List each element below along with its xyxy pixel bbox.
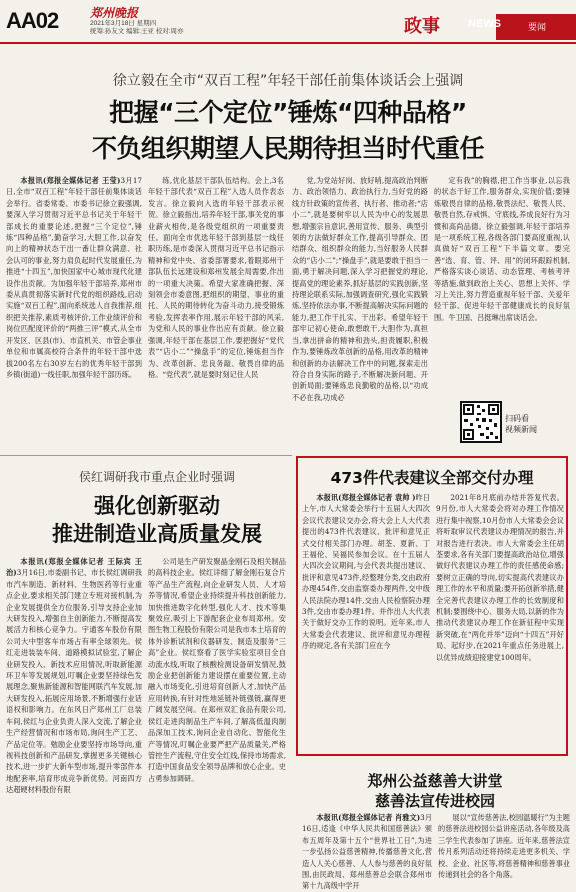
story4-col2-text: 展以“宣传慈善法,校园温暖行”为主题的慈善法进校园公益讲座活动,各年级及高三学生代表参加了讲座。近年来,慈善法宣传月系列活动还将持续走进更多机关、学校、企业、社区等,将慈善精神和慈善事业传递到社会的各个角落。 — [438, 813, 570, 880]
story1-column-4 — [434, 175, 570, 397]
story4-column-2 — [438, 812, 570, 880]
section-divider — [0, 455, 292, 456]
story1-column-1 — [6, 175, 142, 455]
story1-headline-a: 把握“三个定位”锤炼“四种品格” — [109, 98, 467, 127]
story2-col2-text: 公司是生产研发聚晶金刚石及相关制品的高科技企业。侯红详细了解金刚石复合片等产品生产流程,向企业研发人员、人才培养等情况,希望企业持续提升科技创新能力,加快推进数字化转型,强化人才、技术等集聚效应,吸引上下游配套企业布局郑州。安图生物工程股份有限公司是我市本土培育的体外诊断试剂和仪器研发、制造及服务“三高”企业。侯红察看了医学实验室项目全自动流水线,听取了核酸检测设备研发情况,鼓励企业把创新能力建设摆在重要位置,主动融入市场变化,引进培育创新人才,加快产品应用转换,有针对性地延链补链强链,赢得更广阔发展空间。在郑州双汇食品有限公司,侯红走进肉制品生产车间,了解高低温肉制品深加工技术,询问企业自动化、智能化生产等情况,叮嘱企业要严把产品质量关,严格管控生产流程,守住安全红线,保持市场需求,打造中国食品安全领导品牌和放心企业。史占勇参加调研。 — [148, 557, 286, 783]
section-subname: 要闻 — [528, 23, 547, 33]
qr-label-line-2: 视频新闻 — [505, 425, 537, 434]
story1-col3-text: 党,为党站好岗、放好哨,提高政治判断力、政治领悟力、政治执行力,当好党的路线方针政策的宣传者、执行者、推动者;“店小二”,就是要树牢以人民为中心的发展思想,增强宗旨意识,善用宣传、服务、典型引领的方法做好群众工作,提高引导群众、团结群众、组织群众的能力,当好服务人民群众的“店小二”;“操盘手”,就是要敢于担当一面,勇于解决问题,深入学习把握党的理论,提高党的理论素养,抓好基层的实践创新,坚持理论联系实际,加强调查研究,强化实践锻炼,坚持依法办事,不断提高解决实际问题的能力,把工作干扎实、干出彩。希望年轻干部牢记初心使命,敢想敢干,大胆作为,真担当,拿出拼命的精神和劲头,担责履职,积极作为,要锤炼改革创新的品格,用改革的精神和创新的办法解决工作中的问题,探索走出符合自身实际的路子,不断解决新问题、开创新局面;要锤炼忠良勤敬的品格,以“功成不必在我,功成必 — [292, 176, 428, 402]
story3-col2-text: 2021年8月底前办结并答复代表。9月份,市人大常委会将对办理工作情况进行集中视察,10月份市人大常委会会议将听取审议代表建议办理情况的报告,并对报告进行表决。市人大常委会主任胡荃要求,各有关部门要提高政治站位,增强做好代表建议办理工作的责任感使命感;要树立正确的导向,切实提高代表建议办理工作的水平和质量;要开拓创新举措,健全完善代表建议办理工作的长效制度和机制;要围绕中心、服务大局,以新的作为推动代表建议办理工作在新征程中实现新突破,在“两化并举”迈向“十四五”开好局、起好步,在2021年重点任务进展上,以优异成绩迎接建党100周年。 — [436, 493, 564, 662]
page-code: AA02 — [6, 8, 59, 33]
story1-col1-text: 3月17日,全市“双百工程”年轻干部任前集体谈话会举行。省委常委、市委书记徐立毅强调,要深入学习贯彻习近平总书记关于年轻干部成长的重要论述,把握“三个定位”,锤炼“四种品格”,勤奋学习,大胆工作,以奋发向上的精神状态干出一番让群众满意、社会认可的事业,努力肩负起时代发展重任,为推进“十四五”,加快国家中心城市现代化建设作出贡献。为加强年轻干部培养,郑州市委从真贯彻落实新时代党的组织路线,启动实施“双百工程”,面向系统选人自我推荐,组织把关推荐,素质考核评价,工作业绩评价和岗位匹配度评价的“两推三评”模式,从全市开发区、区县(市)、市直机关、市管企事业单位和市属高校符合条件的年轻干部中选拔200名左右30岁左右的优秀年轻干部到乡镇(街道)一线任职,加强年轻干部历练。 — [6, 176, 142, 379]
story4-headline-a: 郑州公益慈善大讲堂 — [367, 772, 503, 790]
story4-col1-text: 3月16日,适逢《中华人民共和国慈善法》颁布五周年及第十五个“世界社工日”,为进一步弘扬公益慈善精神,传播慈善文化,营造人人关心慈善、人人参与慈善的良好氛围,由民政局、郑州慈善总会联合郑州市第十九高级中学开 — [302, 813, 433, 891]
story2-headline-a: 强化创新驱动 — [94, 494, 220, 518]
story4-byline: 本报讯(郑报全媒体记者 肖雅文) — [316, 813, 421, 822]
story2-column-2 — [148, 556, 286, 856]
issue-info — [90, 20, 184, 36]
story1-kicker: 徐立毅在全市“双百工程”年轻干部任前集体谈话会上强调 — [112, 73, 464, 89]
masthead — [0, 0, 576, 46]
story3-byline: 本报讯(郑报全媒体记者 袁帅 ) — [316, 493, 416, 502]
story1-col4-text: 定有我”的胸襟,把工作当事业,以忘我的状态干好工作,服务群众,实现价值;要锤炼敬畏自律的品格,敬畏法纪、敬畏人民、敬畏自然,存戒惧、守底线,养成良好行为习惯和高尚品德。徐立毅强调,年轻干部培养是一项系统工程,各级各部门要高度重视,认真做好“双百工程”下半篇文章。要完善“选、育、管、评、用”的闭环跟踪机制,严格落实谈心谈话、动态管理、考核考评等措施,做到政治上关心、思想上关怀、学习上关注,努力营造重视年轻干部、关爱年轻干部、促进年轻干部健康成长的良好氛围。牛卫国、吕挺琳出席谈话会。 — [434, 176, 570, 322]
story2-headline-b: 推进制造业高质量发展 — [52, 522, 262, 546]
story3-col1-text: 昨日上午,市人大常委会举行十五届人大四次会议代表建议交办会,将大会上人大代表提出的473件代表建议、批评和意见正式交付相关部门办理。胡荃、夏新、丁王福伦、吴福民参加会议。在十五届人大四次会议期间,与会代表共提出建议、批评和意见473件,经整理分类,交由政府办理454件,交由监察委办理两件,交中级人民法院办理14件,交由人民检察院办理3件,交由市委办理1件。并作出人大代表关于做好交办工作的说明。近年来,市人大常委会代表建议、批评和意见办理程序的规定,各有关部门应在今 — [302, 493, 430, 651]
story4-column-1 — [302, 812, 433, 891]
qr-code[interactable] — [460, 401, 502, 443]
story3-column-2 — [436, 492, 564, 750]
qr-label-line-1: 扫码看 — [505, 414, 529, 423]
story1-headline-b: 不负组织期望人民期待担当时代重任 — [91, 134, 484, 163]
story1-byline: 本报讯(郑报全媒体记者 王莹) — [20, 176, 121, 185]
story2-col1-text: 3月16日,市委副书记、市长侯红调研我市汽车制造、新材料、生物医药等行业重点企业,要求相关部门建立专班对接机制,为企业发展提供全方位服务,引导支持企业加大研发投入,增强自主创新能力,不断提高发展活力和核心竞争力。宇通客车股份有限公司大中型客车市场占有率全球领先。侯红走进装装车间、道路模拟试验室,了解企业研发投入、新技术应用情况,听取新能源环卫车等发展规划,叮嘱企业要坚持绿色发展理念,聚焦新能源和智能网联汽车发展,加大研发投入,拓展应用场景,不断增强行业话语权和影响力。在东风日产郑州工厂总装车间,侯红与企业负责人深入交流,了解企业生产经营情况和市场布局,询问生产工艺、产品定位等。勉励企业要坚持市场导向,重视科技创新和产品研发,掌握更多关键核心技术,进一步扩大新车型市场,提升零部件本地配套率,培育形成竞争新优势。河南四方达超硬材料股份有限 — [6, 568, 142, 795]
top-rule — [0, 42, 576, 44]
story2-column-1 — [6, 556, 142, 856]
issue-editors: 统筹:孙友文 编辑:王亚 校对:周亦 — [90, 28, 184, 35]
section-name-en: NEWS — [468, 18, 501, 30]
qr-code-icon — [462, 403, 500, 441]
story3-column-1 — [302, 492, 430, 750]
section-name: 政事 — [404, 16, 440, 37]
story2-byline: 本报讯(郑报全媒体记者 王际宾 王治) — [6, 557, 142, 578]
newspaper-logo: 郑州晚报 — [90, 6, 139, 20]
story1-column-2 — [148, 175, 284, 455]
story4-headline-b: 慈善法宣传进校园 — [374, 792, 495, 810]
story3-headline: 473件代表建议全部交付办理 — [330, 469, 534, 487]
qr-label — [505, 413, 537, 435]
story2-kicker: 侯红调研我市重点企业时强调 — [78, 470, 235, 484]
story1-column-3 — [292, 175, 428, 455]
story1-col2-text: 练,优化基层干部队伍结构。会上,3名年轻干部代表“双百工程”入选人员作表态发言。徐立毅向入选的年轻干部表示祝贺。徐立毅指出,培养年轻干部,事关党的事业薪火相传,是各级党组织的一项重要责任。面向全市优选年轻干部到基层一线任职历练,是市委深入贯彻习近平总书记指示精神和党中央、省委部署要求,着眼郑州干部队伍长远建设和郑州发展全局需要,作出的一项重大决策。希望大家准确把握、深刻领会市委意图,把组织的期望、事业的重托、人民的期待转化为奋斗动力,接受锻炼考验,发挥表率作用,展示年轻干部的风采,为党和人民的事业作出应有贡献。徐立毅强调,年轻干部在基层工作,要把握好“党代表”“店小二”“操盘手”的定位,锤炼担当作为、改革创新、忠良务敲、敬畏自律的品格。“党代表”,就是要时刻记住人民 — [148, 176, 284, 379]
issue-date: 2021年3月18日 星期四 — [90, 20, 157, 27]
